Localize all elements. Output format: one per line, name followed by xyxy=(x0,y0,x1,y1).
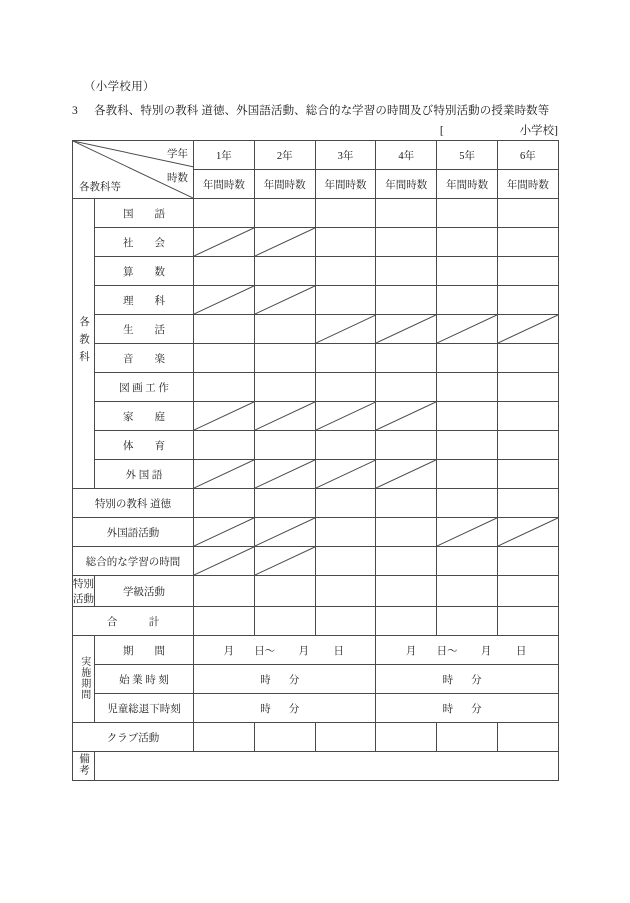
diagonal-strike-icon xyxy=(255,402,315,430)
other-row-label-text: 総合的な学習の時間 xyxy=(85,556,181,568)
implementation-row-1-half-2[interactable] xyxy=(376,636,558,665)
grade-header-4: 4年 xyxy=(376,141,437,170)
subject-name-text: 図 画 工 作 xyxy=(119,382,169,394)
period-day-end-label: 日 xyxy=(515,645,527,657)
subject-3-grade-4-value[interactable] xyxy=(376,257,437,286)
club-grade-4-value[interactable] xyxy=(376,723,437,752)
table-row xyxy=(73,576,559,607)
special-activity-grade-2-value[interactable] xyxy=(254,576,315,607)
other-row-2-grade-5-value[interactable] xyxy=(437,518,498,547)
subject-6-grade-1-value[interactable] xyxy=(194,344,255,373)
period-day-start-label: 日〜 xyxy=(436,645,458,657)
period-entry xyxy=(194,636,375,664)
subject-7-grade-4-value[interactable] xyxy=(376,373,437,402)
implementation-row-1-half-1[interactable] xyxy=(194,636,376,665)
implementation-group-label-text: 実施期間 xyxy=(78,655,90,700)
club-row-label-text: クラブ活動 xyxy=(106,732,160,744)
document-title-row xyxy=(72,102,572,118)
remarks-value[interactable] xyxy=(95,752,559,781)
subject-name-8 xyxy=(95,402,194,431)
corner-subject-label: 各教科等 xyxy=(79,182,121,193)
subject-8-grade-3-value[interactable] xyxy=(315,402,376,431)
subject-3-grade-1-value[interactable] xyxy=(194,257,255,286)
subject-2-grade-5-value[interactable] xyxy=(437,228,498,257)
table-header-row-grades xyxy=(73,141,559,170)
other-row-3-grade-4-value[interactable] xyxy=(376,547,437,576)
subject-name-text: 家 庭 xyxy=(123,411,165,423)
time-entry xyxy=(376,694,557,722)
subject-4-grade-1-value[interactable] xyxy=(194,286,255,315)
other-row-3-grade-5-value[interactable] xyxy=(437,547,498,576)
time-minute-label: 分 xyxy=(471,674,482,686)
table-row xyxy=(73,723,559,752)
implementation-row-2-half-2[interactable] xyxy=(376,665,558,694)
subject-name-text: 音 楽 xyxy=(123,353,165,365)
grade-header-6: 6年 xyxy=(497,141,558,170)
annual-hours-header-3: 年間時数 xyxy=(315,170,376,199)
subject-10-grade-1-value[interactable] xyxy=(194,460,255,489)
subject-9-grade-1-value[interactable] xyxy=(194,431,255,460)
time-hour-label: 時 xyxy=(442,703,454,715)
total-grade-4-value[interactable] xyxy=(376,607,437,636)
subject-8-grade-1-value[interactable] xyxy=(194,402,255,431)
implementation-row-label-text: 児童総退下時刻 xyxy=(107,703,181,715)
other-row-2-grade-1-value[interactable] xyxy=(194,518,255,547)
total-grade-2-value[interactable] xyxy=(254,607,315,636)
special-activity-grade-3-value[interactable] xyxy=(315,576,376,607)
club-grade-2-value[interactable] xyxy=(254,723,315,752)
period-day-end-label: 日 xyxy=(333,645,344,657)
other-row-3-grade-6-value[interactable] xyxy=(497,547,558,576)
period-month-start-label: 月 xyxy=(223,645,234,657)
subject-1-grade-5-value[interactable] xyxy=(437,199,498,228)
hours-table-container xyxy=(72,140,559,781)
other-row-1-grade-3-value[interactable] xyxy=(315,489,376,518)
diagonal-strike-icon xyxy=(498,315,558,343)
table-row xyxy=(73,547,559,576)
subject-4-grade-2-value[interactable] xyxy=(254,286,315,315)
subject-7-grade-2-value[interactable] xyxy=(254,373,315,402)
special-activity-grade-6-value[interactable] xyxy=(497,576,558,607)
other-row-label-text: 外国語活動 xyxy=(106,527,160,539)
table-row xyxy=(73,257,559,286)
subject-2-grade-3-value[interactable] xyxy=(315,228,376,257)
subject-9-grade-2-value[interactable] xyxy=(254,431,315,460)
special-activity-group-text: 特別活動 xyxy=(73,579,94,605)
diagonal-strike-icon xyxy=(376,315,436,343)
subject-7-grade-3-value[interactable] xyxy=(315,373,376,402)
subject-4-grade-6-value[interactable] xyxy=(497,286,558,315)
diagonal-strike-icon xyxy=(316,460,376,488)
subject-5-grade-2-value[interactable] xyxy=(254,315,315,344)
other-row-1-grade-4-value[interactable] xyxy=(376,489,437,518)
diagonal-strike-icon xyxy=(255,547,315,575)
subject-4-grade-3-value[interactable] xyxy=(315,286,376,315)
subject-2-grade-4-value[interactable] xyxy=(376,228,437,257)
subject-5-grade-1-value[interactable] xyxy=(194,315,255,344)
implementation-row-label-text: 期 間 xyxy=(123,645,165,657)
special-activity-group-label xyxy=(73,576,95,607)
subject-8-grade-5-value[interactable] xyxy=(437,402,498,431)
subject-name-text: 生 活 xyxy=(123,324,165,336)
other-row-1-grade-1-value[interactable] xyxy=(194,489,255,518)
subject-9-grade-6-value[interactable] xyxy=(497,431,558,460)
diagonal-strike-icon xyxy=(255,460,315,488)
table-row xyxy=(73,431,559,460)
subject-5-grade-5-value[interactable] xyxy=(437,315,498,344)
subject-2-grade-1-value[interactable] xyxy=(194,228,255,257)
grade-header-1: 1年 xyxy=(194,141,255,170)
subject-name-9 xyxy=(95,431,194,460)
implementation-group-label xyxy=(73,636,95,723)
diagonal-strike-icon xyxy=(194,518,254,546)
subject-7-grade-5-value[interactable] xyxy=(437,373,498,402)
subject-6-grade-6-value[interactable] xyxy=(497,344,558,373)
diagonal-strike-icon xyxy=(255,286,315,314)
subject-name-7 xyxy=(95,373,194,402)
subject-name-text: 社 会 xyxy=(123,237,165,249)
time-hour-label: 時 xyxy=(442,674,454,686)
implementation-row-label-3 xyxy=(95,694,194,723)
subject-9-grade-3-value[interactable] xyxy=(315,431,376,460)
table-row xyxy=(73,518,559,547)
club-row-label xyxy=(73,723,194,752)
diagonal-strike-icon xyxy=(437,518,497,546)
subject-name-5 xyxy=(95,315,194,344)
other-row-3-grade-2-value[interactable] xyxy=(254,547,315,576)
period-day-start-label: 日〜 xyxy=(254,645,276,657)
subject-10-grade-2-value[interactable] xyxy=(254,460,315,489)
club-grade-6-value[interactable] xyxy=(497,723,558,752)
grade-header-5: 5年 xyxy=(437,141,498,170)
total-grade-5-value[interactable] xyxy=(437,607,498,636)
other-row-1-grade-2-value[interactable] xyxy=(254,489,315,518)
diagonal-strike-icon xyxy=(194,228,254,256)
special-activity-item-text: 学級活動 xyxy=(123,586,165,598)
other-row-label-1 xyxy=(73,489,194,518)
time-minute-label: 分 xyxy=(471,703,482,715)
table-row xyxy=(73,665,559,694)
diagonal-strike-icon xyxy=(194,286,254,314)
annual-hours-header-5: 年間時数 xyxy=(437,170,498,199)
total-row-label xyxy=(73,607,194,636)
corner-hours-label: 時数 xyxy=(167,173,188,184)
table-row xyxy=(73,752,559,781)
implementation-row-label-1 xyxy=(95,636,194,665)
subject-1-grade-6-value[interactable] xyxy=(497,199,558,228)
other-row-1-grade-6-value[interactable] xyxy=(497,489,558,518)
time-hour-label: 時 xyxy=(260,703,271,715)
implementation-row-label-2 xyxy=(95,665,194,694)
subject-8-grade-6-value[interactable] xyxy=(497,402,558,431)
table-row xyxy=(73,344,559,373)
subject-3-grade-2-value[interactable] xyxy=(254,257,315,286)
diagonal-strike-icon xyxy=(316,402,376,430)
annual-hours-header-2: 年間時数 xyxy=(254,170,315,199)
subject-1-grade-3-value[interactable] xyxy=(315,199,376,228)
diagonal-strike-icon xyxy=(498,518,558,546)
subject-10-grade-6-value[interactable] xyxy=(497,460,558,489)
subject-10-grade-3-value[interactable] xyxy=(315,460,376,489)
subject-name-10 xyxy=(95,460,194,489)
page-title: 各教科、特別の教科 道徳、外国語活動、総合的な学習の時間及び特別活動の授業時数等 xyxy=(94,105,550,117)
subject-8-grade-2-value[interactable] xyxy=(254,402,315,431)
other-row-label-2 xyxy=(73,518,194,547)
table-row xyxy=(73,199,559,228)
implementation-row-2-half-1[interactable] xyxy=(194,665,376,694)
table-row xyxy=(73,402,559,431)
time-entry xyxy=(376,665,557,693)
table-row xyxy=(73,373,559,402)
section-number: 3 xyxy=(72,105,78,117)
special-activity-grade-5-value[interactable] xyxy=(437,576,498,607)
subject-8-grade-4-value[interactable] xyxy=(376,402,437,431)
subject-name-3 xyxy=(95,257,194,286)
club-grade-3-value[interactable] xyxy=(315,723,376,752)
special-activity-item-label xyxy=(95,576,194,607)
total-row-label-text: 合 計 xyxy=(106,616,160,628)
subject-5-grade-4-value[interactable] xyxy=(376,315,437,344)
subject-name-2 xyxy=(95,228,194,257)
subject-10-grade-5-value[interactable] xyxy=(437,460,498,489)
time-entry xyxy=(194,665,375,693)
diagonal-strike-icon xyxy=(194,402,254,430)
other-row-2-grade-4-value[interactable] xyxy=(376,518,437,547)
subject-1-grade-4-value[interactable] xyxy=(376,199,437,228)
subject-3-grade-3-value[interactable] xyxy=(315,257,376,286)
grade-header-2: 2年 xyxy=(254,141,315,170)
subject-2-grade-2-value[interactable] xyxy=(254,228,315,257)
other-row-3-grade-3-value[interactable] xyxy=(315,547,376,576)
subject-5-grade-6-value[interactable] xyxy=(497,315,558,344)
implementation-row-3-half-2[interactable] xyxy=(376,694,558,723)
total-grade-1-value[interactable] xyxy=(194,607,255,636)
time-entry xyxy=(194,694,375,722)
subject-9-grade-4-value[interactable] xyxy=(376,431,437,460)
subject-name-text: 理 科 xyxy=(123,295,165,307)
time-minute-label: 分 xyxy=(288,703,300,715)
diagonal-strike-icon xyxy=(376,460,436,488)
subject-name-text: 外 国 語 xyxy=(125,469,163,481)
subject-name-4 xyxy=(95,286,194,315)
subject-name-6 xyxy=(95,344,194,373)
subject-6-grade-4-value[interactable] xyxy=(376,344,437,373)
grade-header-3: 3年 xyxy=(315,141,376,170)
corner-header-cell xyxy=(73,141,194,199)
subject-6-grade-2-value[interactable] xyxy=(254,344,315,373)
other-row-2-grade-3-value[interactable] xyxy=(315,518,376,547)
table-row xyxy=(73,607,559,636)
subject-name-1 xyxy=(95,199,194,228)
subject-1-grade-1-value[interactable] xyxy=(194,199,255,228)
subject-6-grade-5-value[interactable] xyxy=(437,344,498,373)
bracket-open: [ xyxy=(439,125,444,137)
subject-9-grade-5-value[interactable] xyxy=(437,431,498,460)
annual-hours-header-1: 年間時数 xyxy=(194,170,255,199)
diagonal-strike-icon xyxy=(255,518,315,546)
implementation-row-3-half-1[interactable] xyxy=(194,694,376,723)
special-activity-grade-1-value[interactable] xyxy=(194,576,255,607)
subject-2-grade-6-value[interactable] xyxy=(497,228,558,257)
period-month-end-label: 月 xyxy=(480,645,492,657)
subject-5-grade-3-value[interactable] xyxy=(315,315,376,344)
period-month-end-label: 月 xyxy=(298,645,309,657)
table-row xyxy=(73,636,559,665)
time-minute-label: 分 xyxy=(288,674,300,686)
subject-3-grade-5-value[interactable] xyxy=(437,257,498,286)
implementation-row-label-text: 始 業 時 刻 xyxy=(119,674,169,686)
time-hour-label: 時 xyxy=(260,674,271,686)
diagonal-strike-icon xyxy=(437,315,497,343)
total-grade-3-value[interactable] xyxy=(315,607,376,636)
remarks-label-text: 備考 xyxy=(78,753,89,776)
subject-1-grade-2-value[interactable] xyxy=(254,199,315,228)
subject-4-grade-4-value[interactable] xyxy=(376,286,437,315)
diagonal-strike-icon xyxy=(376,402,436,430)
subject-name-text: 国 語 xyxy=(123,208,165,220)
subject-6-grade-3-value[interactable] xyxy=(315,344,376,373)
subject-3-grade-6-value[interactable] xyxy=(497,257,558,286)
other-row-1-grade-5-value[interactable] xyxy=(437,489,498,518)
class-hours-table xyxy=(72,140,559,781)
school-type-label: 小学校] xyxy=(519,125,558,137)
special-activity-grade-4-value[interactable] xyxy=(376,576,437,607)
table-row xyxy=(73,489,559,518)
diagonal-strike-icon xyxy=(194,547,254,575)
school-name-entry xyxy=(72,122,558,138)
other-row-label-text: 特別の教科 道徳 xyxy=(94,498,172,510)
table-row xyxy=(73,315,559,344)
document-kind-note: （小学校用） xyxy=(84,81,155,93)
annual-hours-header-4: 年間時数 xyxy=(376,170,437,199)
other-row-3-grade-1-value[interactable] xyxy=(194,547,255,576)
subject-name-text: 体 育 xyxy=(123,440,165,452)
period-entry xyxy=(376,636,557,664)
other-row-label-3 xyxy=(73,547,194,576)
corner-grade-label: 学年 xyxy=(167,149,188,160)
subject-7-grade-6-value[interactable] xyxy=(497,373,558,402)
table-row xyxy=(73,286,559,315)
subject-10-grade-4-value[interactable] xyxy=(376,460,437,489)
total-grade-6-value[interactable] xyxy=(497,607,558,636)
subject-group-label-text: 各教科 xyxy=(78,315,89,369)
club-grade-5-value[interactable] xyxy=(437,723,498,752)
subject-7-grade-1-value[interactable] xyxy=(194,373,255,402)
diagonal-strike-icon xyxy=(316,315,376,343)
other-row-2-grade-2-value[interactable] xyxy=(254,518,315,547)
remarks-label xyxy=(73,752,95,781)
table-row xyxy=(73,694,559,723)
diagonal-strike-icon xyxy=(255,228,315,256)
table-row xyxy=(73,460,559,489)
table-row xyxy=(73,228,559,257)
subject-4-grade-5-value[interactable] xyxy=(437,286,498,315)
subject-group-label xyxy=(73,199,95,489)
other-row-2-grade-6-value[interactable] xyxy=(497,518,558,547)
diagonal-strike-icon xyxy=(194,460,254,488)
subject-name-text: 算 数 xyxy=(123,266,165,278)
period-month-start-label: 月 xyxy=(405,645,417,657)
annual-hours-header-6: 年間時数 xyxy=(497,170,558,199)
club-grade-1-value[interactable] xyxy=(194,723,255,752)
